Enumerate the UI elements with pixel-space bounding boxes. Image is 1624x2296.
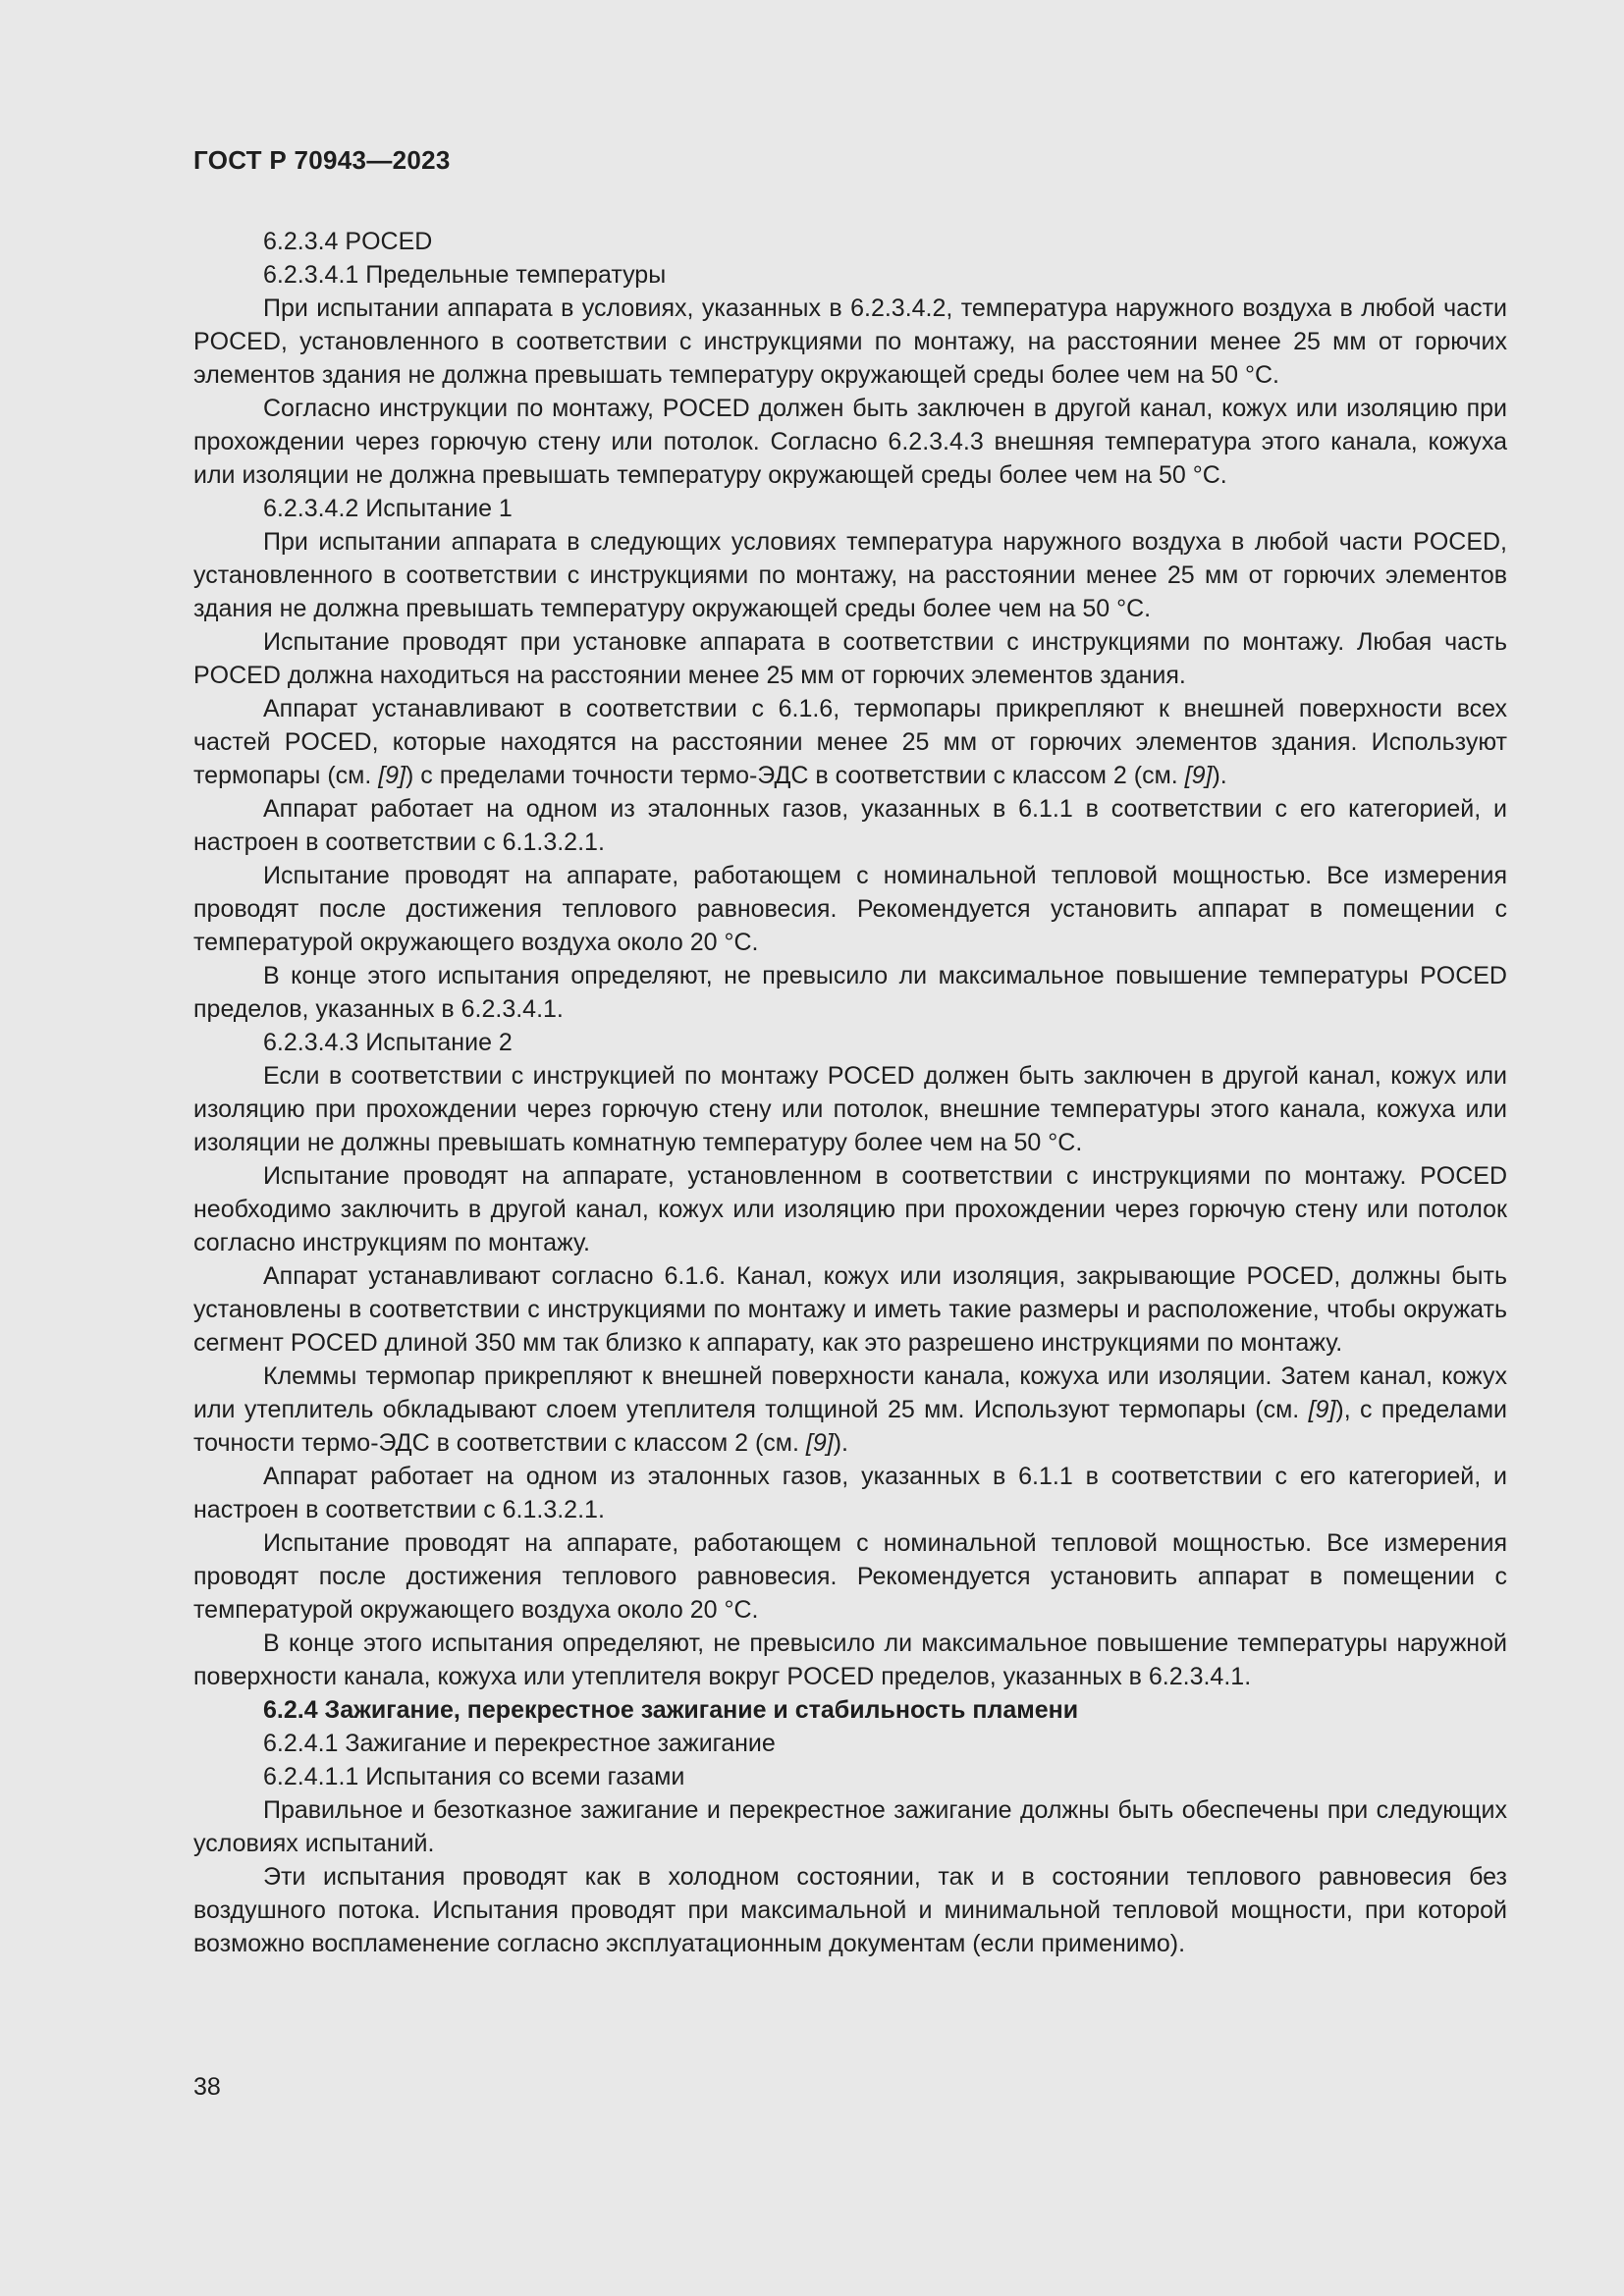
body-paragraph: В конце этого испытания определяют, не превысило ли максимальное повышение температуры POCED пределов, указанных в 6.2.3.4.1.	[193, 962, 1507, 1023]
body-paragraph: В конце этого испытания определяют, не превысило ли максимальное повышение температуры наружной поверхности канала, кожуха или утеплителя вокруг POCED пределов, указанных в 6.2.3.4.1.	[193, 1629, 1507, 1690]
body-paragraph: Испытание проводят на аппарате, установленном в соответствии с инструкциями по монтажу. POCED необходимо заключить в другой канал, кожух или изоляцию при прохождении через горючую стену или потолок согласно инструкциям по монтажу.	[193, 1162, 1507, 1256]
body-paragraph	[193, 692, 1507, 792]
body-paragraph: Испытание проводят при установке аппарата в соответствии с инструкциями по монтажу. Любая часть POCED должна находиться на расстоянии менее 25 мм от горючих элементов здания.	[193, 628, 1507, 689]
reference-link: [9]	[1184, 762, 1213, 789]
reference-link: [9]	[805, 1429, 834, 1457]
body-paragraph: Согласно инструкции по монтажу, POCED должен быть заключен в другой канал, кожух или изоляцию при прохождении через горючую стену или потолок. Согласно 6.2.3.4.3 внешняя температура этого канала, кожуха или изоляции не должна превышать температуру окружающей среды более чем на 50 °C.	[193, 395, 1507, 489]
text-segment: ) с пределами точности термо-ЭДС в соответствии с классом 2 (см.	[406, 762, 1185, 789]
reference-link: [9]	[378, 762, 406, 789]
reference-link: [9]	[1308, 1396, 1336, 1423]
body-paragraph: Аппарат работает на одном из эталонных газов, указанных в 6.1.1 в соответствии с его категорией, и настроен в соответствии с 6.1.3.2.1.	[193, 1463, 1507, 1523]
document-header: ГОСТ Р 70943—2023	[193, 145, 451, 175]
section-heading: 6.2.3.4.2 Испытание 1	[263, 495, 513, 522]
section-heading: 6.2.3.4 POCED	[263, 228, 433, 255]
body-paragraph: Аппарат устанавливают согласно 6.1.6. Канал, кожух или изоляция, закрывающие POCED, должны быть установлены в соответствии с инструкциями по монтажу и иметь такие размеры и расположение, чтобы окружать сегмент POCED длиной 350 мм так близко к аппарату, как это разрешено инструкциями по монтажу.	[193, 1262, 1507, 1357]
body-paragraph: Испытание проводят на аппарате, работающем с номинальной тепловой мощностью. Все измерения проводят после достижения теплового равновесия. Рекомендуется установить аппарат в помещении с температурой окружающего воздуха около 20 °C.	[193, 1529, 1507, 1624]
text-segment: Аппарат устанавливают в соответствии с 6.1.6, термопары прикрепляют к внешней поверхности всех частей POCED, которые находятся на расстоянии менее 25 мм от горючих элементов здания. Используют термопары (см.	[193, 695, 1507, 789]
text-segment: ).	[1212, 762, 1227, 789]
body-paragraph: Если в соответствии с инструкцией по монтажу POCED должен быть заключен в другой канал, кожух или изоляцию при прохождении через горючую стену или потолок, внешние температуры этого канала, кожуха или изоляции не должны превышать комнатную температуру более чем на 50 °C.	[193, 1062, 1507, 1156]
text-segment: ).	[833, 1429, 848, 1457]
body-paragraph: Эти испытания проводят как в холодном состоянии, так и в состоянии теплового равновесия без воздушного потока. Испытания проводят при максимальной и минимальной тепловой мощности, при которой возможно воспламенение согласно эксплуатационным документам (если применимо).	[193, 1863, 1507, 1957]
body-paragraph: При испытании аппарата в условиях, указанных в 6.2.3.4.2, температура наружного воздуха в любой части POCED, установленного в соответствии с инструкциями по монтажу, на расстоянии менее 25 мм от горючих элементов здания не должна превышать температуру окружающей среды более чем на 50 °C.	[193, 294, 1507, 389]
page-number: 38	[193, 2073, 221, 2101]
text-segment: Клеммы термопар прикрепляют к внешней поверхности канала, кожуха или изоляции. Затем канал, кожух или утеплитель обкладывают слоем утеплителя толщиной 25 мм. Используют термопары (см.	[193, 1362, 1507, 1423]
section-heading: 6.2.3.4.1 Предельные температуры	[263, 261, 667, 289]
body-paragraph: Испытание проводят на аппарате, работающем с номинальной тепловой мощностью. Все измерения проводят после достижения теплового равновесия. Рекомендуется установить аппарат в помещении с температурой окружающего воздуха около 20 °C.	[193, 862, 1507, 956]
section-heading: 6.2.4.1.1 Испытания со всеми газами	[263, 1763, 685, 1790]
body-paragraph: Аппарат работает на одном из эталонных газов, указанных в 6.1.1 в соответствии с его категорией, и настроен в соответствии с 6.1.3.2.1.	[193, 795, 1507, 856]
body-paragraph: Правильное и безотказное зажигание и перекрестное зажигание должны быть обеспечены при следующих условиях испытаний.	[193, 1796, 1507, 1857]
document-body	[193, 225, 1507, 1960]
section-heading: 6.2.3.4.3 Испытание 2	[263, 1029, 513, 1056]
section-heading: 6.2.4.1 Зажигание и перекрестное зажигание	[263, 1730, 776, 1757]
section-heading: 6.2.4 Зажигание, перекрестное зажигание и стабильность пламени	[263, 1696, 1079, 1724]
body-paragraph	[193, 1360, 1507, 1460]
text-segment: ), с пределами точности термо-ЭДС в соответствии с классом 2 (см.	[193, 1396, 1507, 1457]
body-paragraph: При испытании аппарата в следующих условиях температура наружного воздуха в любой части POCED, установленного в соответствии с инструкциями по монтажу, на расстоянии менее 25 мм от горючих элементов здания не должна превышать температуру окружающей среды более чем на 50 °C.	[193, 528, 1507, 622]
